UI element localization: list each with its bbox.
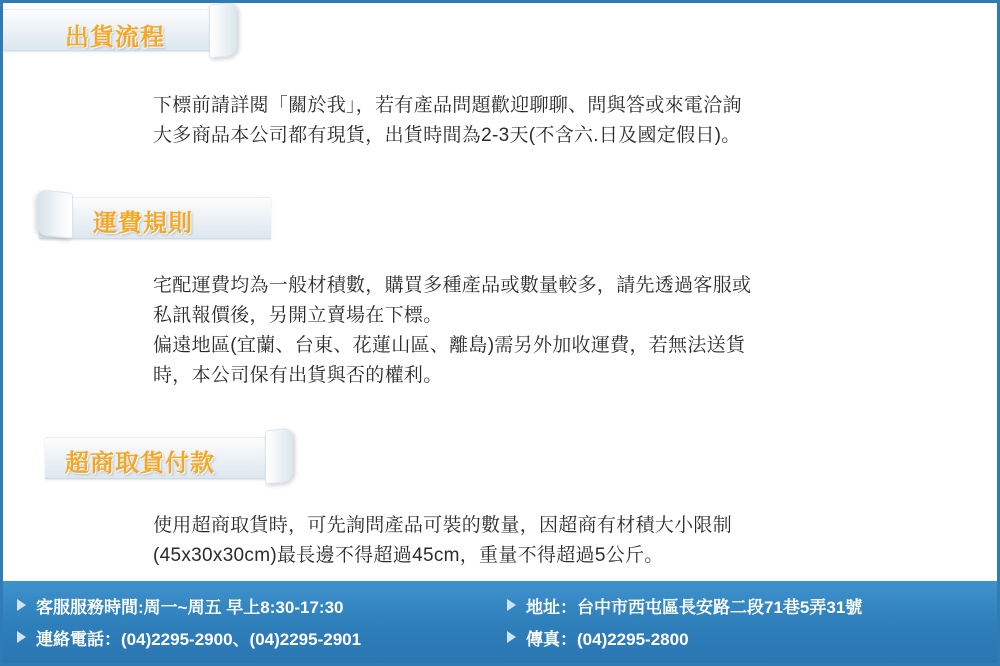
spacer <box>3 245 997 271</box>
section-title: 出貨流程 <box>65 24 165 51</box>
body-line: 使用超商取貨時，可先詢問產品可裝的數量，因超商有材積大小限制 <box>153 515 733 536</box>
section-body-shipping-fee-rules <box>3 271 997 391</box>
triangle-bullet-icon <box>17 599 26 611</box>
footer-fax <box>503 625 689 650</box>
body-line: 時，本公司保有出貨與否的權利。 <box>153 365 443 386</box>
content-area <box>3 3 997 581</box>
footer-row <box>3 621 997 653</box>
spacer <box>3 61 997 91</box>
footer-text: 地址：台中市西屯區長安路二段71巷5弄31號 <box>526 597 863 617</box>
section-title: 超商取貨付款 <box>65 450 215 477</box>
triangle-bullet-icon <box>507 631 516 643</box>
spacer <box>3 391 997 427</box>
page-curl-icon <box>209 2 237 59</box>
contact-footer <box>3 581 997 663</box>
spacer <box>3 151 997 187</box>
footer-row <box>3 589 997 621</box>
footer-phone <box>3 625 503 650</box>
body-line: 大多商品本公司都有現貨，出貨時間為2-3天(不含六.日及國定假日)。 <box>153 125 741 146</box>
footer-address <box>503 593 862 618</box>
body-line: 偏遠地區(宜蘭、台東、花蓮山區、離島)需另外加收運費，若無法送貨 <box>153 335 746 356</box>
triangle-bullet-icon <box>507 599 516 611</box>
footer-text: 連絡電話：(04)2295-2900、(04)2295-2901 <box>36 629 362 649</box>
body-line: 下標前請詳閱「關於我」，若有產品問題歡迎聊聊、問與答或來電洽詢 <box>153 95 742 116</box>
section-body-convenience-store-pickup <box>3 511 997 571</box>
section-header-convenience-store-pickup <box>3 427 997 485</box>
spacer <box>3 485 997 511</box>
footer-text: 客服服務時間:周一~周五 早上8:30-17:30 <box>36 597 344 617</box>
body-line: (45x30x30cm)最長邊不得超過45cm，重量不得超過5公斤。 <box>153 545 664 566</box>
section-shipping-fee-rules <box>3 151 997 391</box>
section-title: 運費規則 <box>93 210 193 237</box>
footer-service-hours <box>3 593 503 618</box>
section-header-shipping-process <box>3 3 997 61</box>
page-curl-icon <box>37 189 73 239</box>
section-shipping-process <box>3 3 997 151</box>
page-curl-icon <box>265 428 293 485</box>
triangle-bullet-icon <box>17 631 26 643</box>
body-line: 宅配運費均為一般材積數，購買多種產品或數量較多，請先透過客服或 <box>153 275 752 296</box>
section-body-shipping-process <box>3 91 997 151</box>
section-header-shipping-fee-rules <box>3 187 997 245</box>
footer-text: 傳真：(04)2295-2800 <box>526 629 689 649</box>
section-convenience-store-pickup <box>3 391 997 571</box>
body-line: 私訊報價後，另開立賣場在下標。 <box>153 305 443 326</box>
